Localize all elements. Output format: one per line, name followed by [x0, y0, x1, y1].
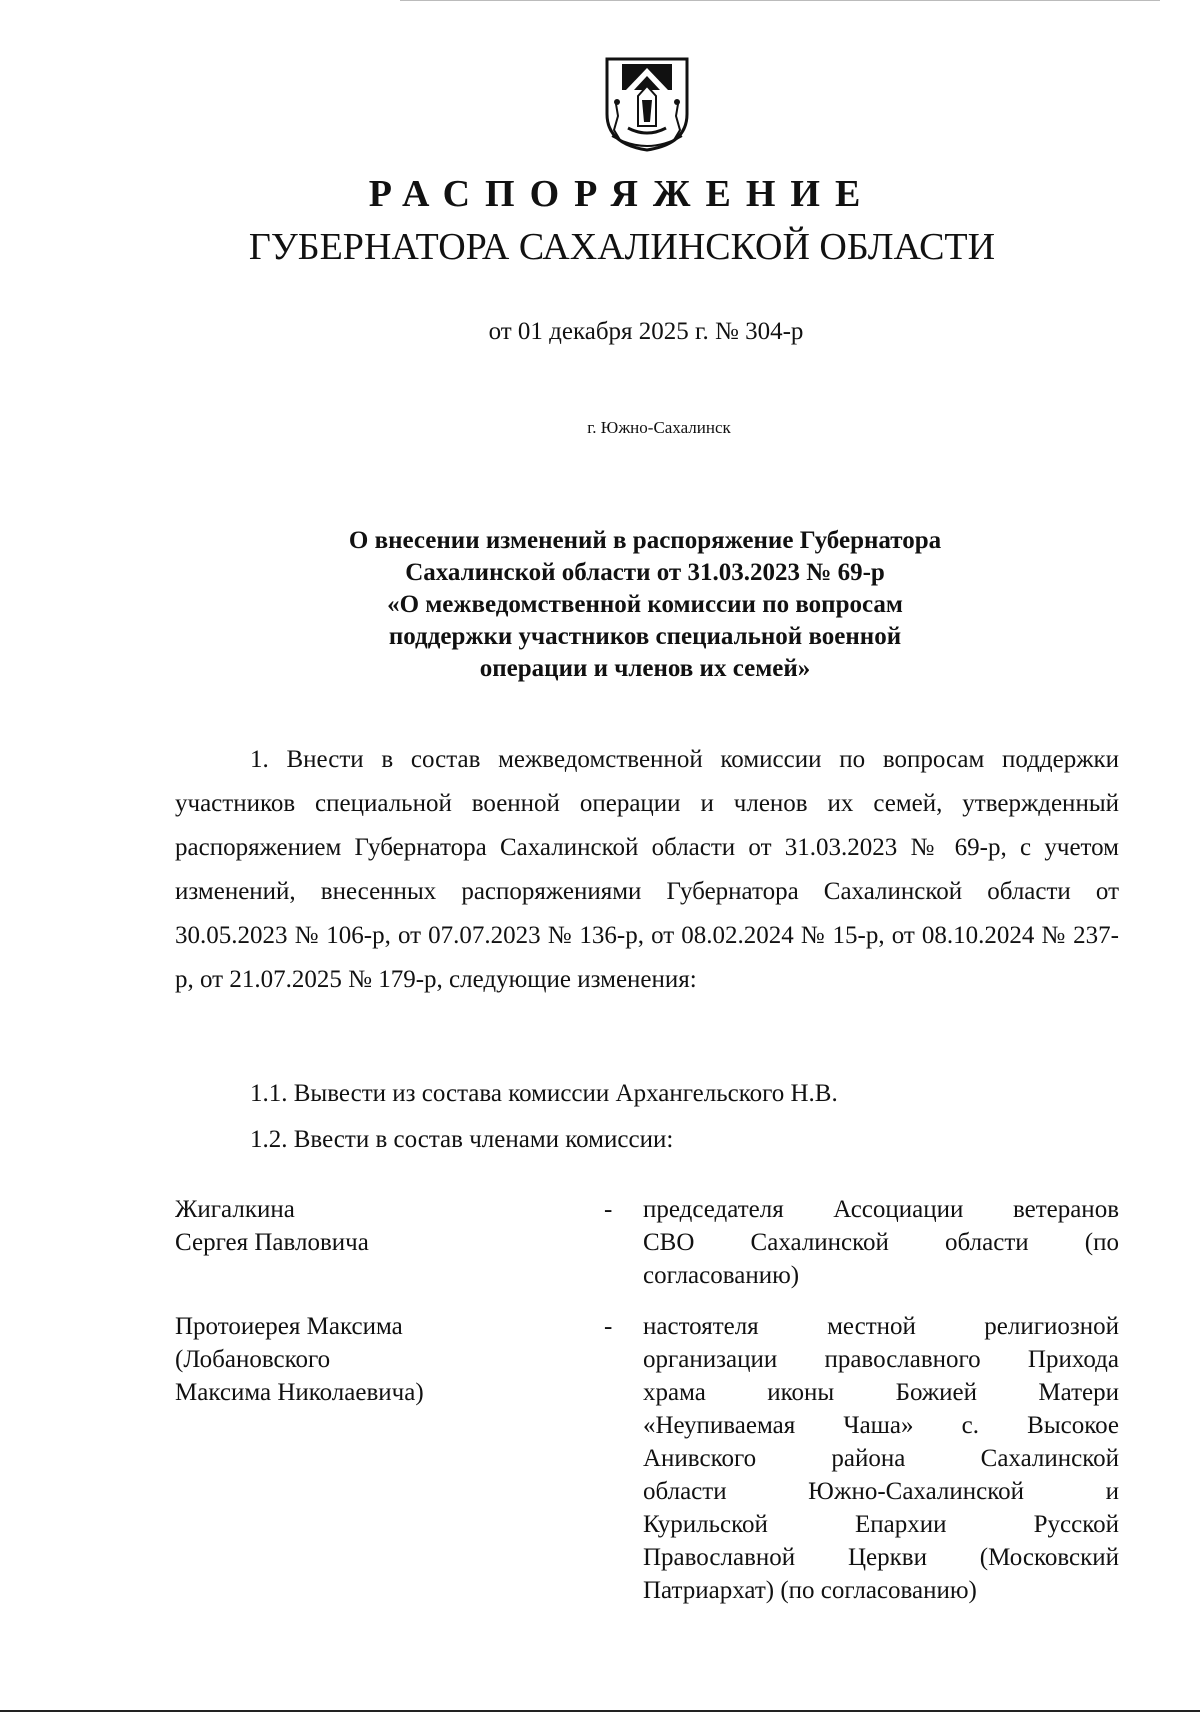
member-role-line: СВО Сахалинской области (по: [643, 1229, 1119, 1256]
member-role-line: Православной Церкви (Московский: [643, 1544, 1119, 1571]
order-date-number: от 01 декабря 2025 г. № 304-р: [488, 318, 804, 345]
item-1-1: 1.1. Вывести из состава комиссии Архангельского Н.В.: [250, 1080, 838, 1107]
heading-line: поддержки участников специальной военной: [388, 623, 902, 650]
heading-line: «О межведомственной комиссии по вопросам: [387, 591, 903, 618]
item-1-2: 1.2. Ввести в состав членами комиссии:: [250, 1126, 674, 1153]
paragraph-1: 1. Внести в состав межведомственной комиссии по вопросам поддержки участников специальной военной операции и членов их семей, утвержденный распоряжением Губернатора Сахалинской области от 31.03.2023 № 69-р, с учетом изменений, внесенных распоряжениями Губернатора Сахалинской области от 30.05.2023 № 106-р, от 07.07.2023 № 136-р, от 08.02.2024 № 15-р, от 08.10.2024 № 237-р, от 21.07.2025 № 179-р, следующие изменения:: [175, 746, 1119, 993]
scan-bottom-edge: [0, 1710, 1200, 1712]
member-role-line: настоятеля местной религиозной: [643, 1313, 1119, 1340]
member-role-line: храма иконы Божией Матери: [643, 1379, 1119, 1406]
member-role-line: организации православного Прихода: [643, 1346, 1119, 1373]
member-role: [643, 1310, 1119, 1607]
member-role: [643, 1193, 1119, 1292]
scan-top-edge: [400, 0, 1160, 1]
member-role-line: «Неупиваемая Чаша» с. Высокое: [643, 1412, 1119, 1439]
member-name: [175, 1310, 555, 1409]
order-subject-heading: [300, 525, 990, 685]
member-dash: -: [604, 1313, 613, 1340]
heading-line: операции и членов их семей»: [479, 655, 811, 682]
document-type-title: РАСПОРЯЖЕНИЕ: [368, 173, 876, 215]
member-role-line: согласованию): [643, 1262, 800, 1289]
member-name-line: (Лобановского: [175, 1346, 331, 1373]
member-role-line: Курильской Епархии Русской: [643, 1511, 1119, 1538]
member-name-line: Максима Николаевича): [175, 1379, 424, 1406]
heading-line: Сахалинской области от 31.03.2023 № 69-р: [405, 559, 885, 586]
place-of-issue: г. Южно-Сахалинск: [587, 418, 731, 437]
member-role-line: председателя Ассоциации ветеранов: [643, 1196, 1119, 1223]
coat-of-arms-icon: [604, 56, 690, 152]
issuer-title: ГУБЕРНАТОРА САХАЛИНСКОЙ ОБЛАСТИ: [248, 226, 996, 268]
member-dash: -: [604, 1196, 613, 1223]
member-name: [175, 1193, 555, 1259]
member-name-line: Жигалкина: [175, 1196, 295, 1223]
member-name-line: Протоиерея Максима: [175, 1313, 403, 1340]
heading-line: О внесении изменений в распоряжение Губернатора: [348, 527, 942, 554]
member-role-line: Анивского района Сахалинской: [643, 1445, 1119, 1472]
member-role-line: Патриархат) (по согласованию): [643, 1577, 977, 1604]
member-role-line: области Южно-Сахалинской и: [643, 1478, 1119, 1505]
member-name-line: Сергея Павловича: [175, 1229, 369, 1256]
